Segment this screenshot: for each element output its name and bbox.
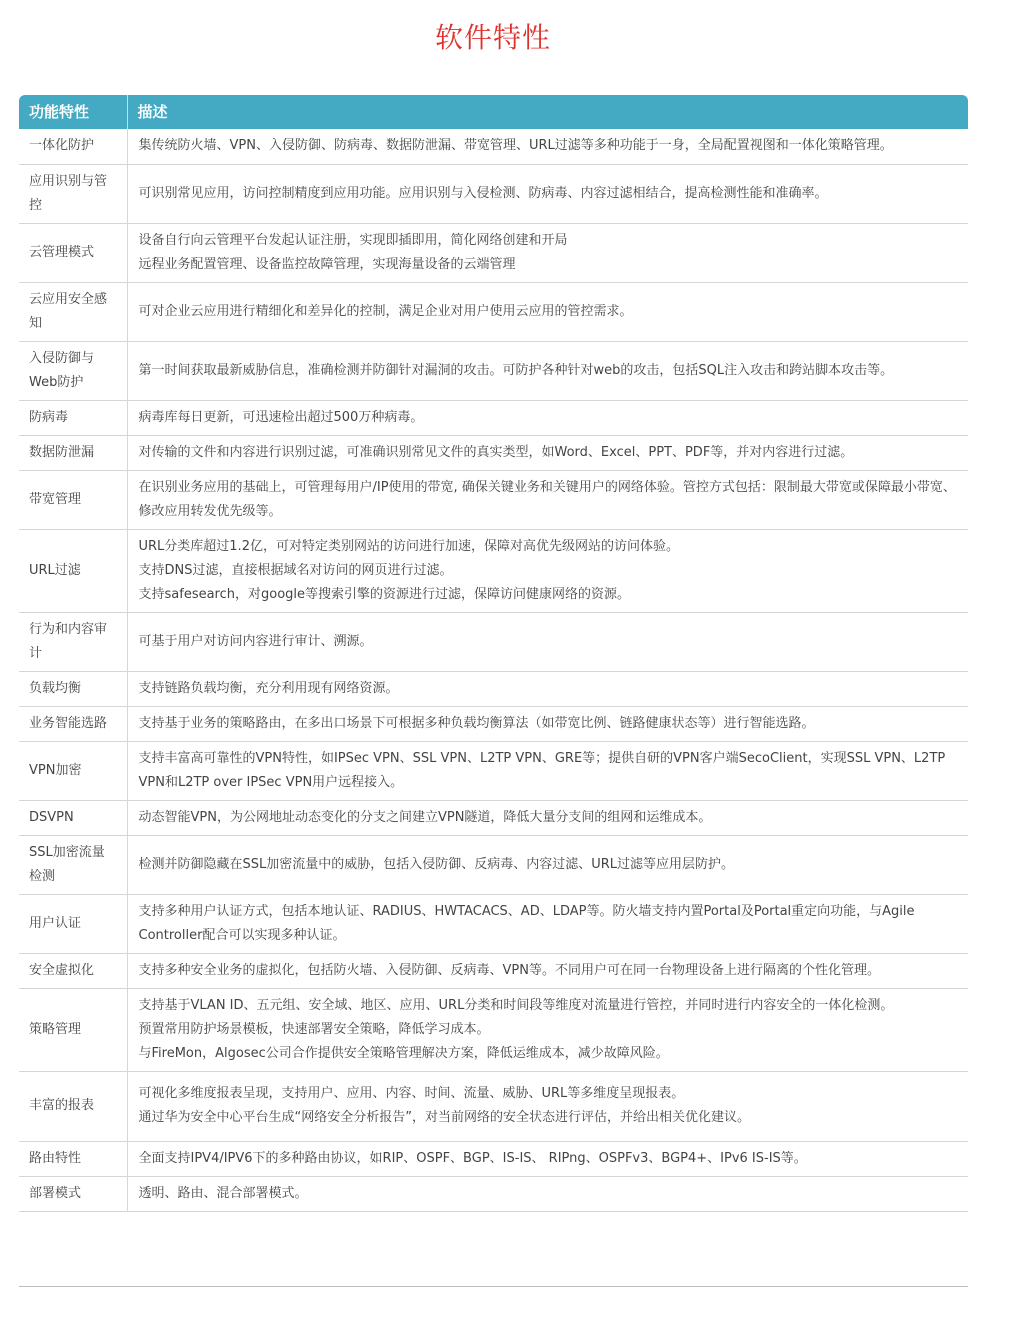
feature-description-cell: [127, 835, 968, 894]
description-line: 支持safesearch，对google等搜索引擎的资源进行过滤，保障访问健康网络的资源。: [138, 586, 631, 602]
description-line: 通过华为安全中心平台生成“网络安全分析报告”，对当前网络的安全状态进行评估，并给出相关优化建议。: [138, 1110, 750, 1125]
bottom-divider: [19, 1286, 968, 1287]
feature-name-cell: 安全虚拟化: [19, 953, 127, 988]
table-row: [19, 671, 968, 706]
feature-description-cell: [127, 470, 968, 529]
feature-name-cell: 业务智能选路: [19, 706, 127, 741]
feature-name-cell: 入侵防御与Web防护: [19, 341, 127, 400]
feature-description-cell: [127, 435, 968, 470]
header-description: 描述: [127, 95, 968, 129]
feature-description-cell: [127, 129, 968, 164]
feature-name-cell: DSVPN: [19, 800, 127, 835]
feature-name-cell: 策略管理: [19, 988, 127, 1071]
feature-name-cell: 部署模式: [19, 1176, 127, 1211]
feature-name-cell: 一体化防护: [19, 129, 127, 164]
table-row: [19, 800, 968, 835]
description-line: 支持多种安全业务的虚拟化，包括防火墙、入侵防御、反病毒、VPN等。不同用户可在同一台物理设备上进行隔离的个性化管理。: [138, 962, 880, 978]
description-line: 支持丰富高可靠性的VPN特性，如IPSec VPN、SSL VPN、L2TP VPN、GRE等；提供自研的VPN客户端SecoClient，实现SSL VPN、L2TP VPN和L2TP over IPSec VPN用户远程接入。: [138, 750, 946, 790]
feature-name-cell: 云应用安全感知: [19, 282, 127, 341]
description-line: 支持DNS过滤，直接根据域名对访问的网页进行过滤。: [138, 562, 453, 578]
table-row: [19, 612, 968, 671]
feature-name-cell: 带宽管理: [19, 470, 127, 529]
table-row: [19, 1141, 968, 1176]
description-line: 支持基于业务的策略路由，在多出口场景下可根据多种负载均衡算法（如带宽比例、链路健康状态等）进行智能选路。: [138, 715, 815, 731]
table-row: [19, 435, 968, 470]
feature-description-cell: [127, 706, 968, 741]
table-row: [19, 741, 968, 800]
feature-description-cell: [127, 988, 968, 1071]
feature-name-cell: VPN加密: [19, 741, 127, 800]
description-line: 对传输的文件和内容进行识别过滤，可准确识别常见文件的真实类型，如Word、Excel、PPT、PDF等，并对内容进行过滤。: [138, 444, 854, 460]
table-row: [19, 1176, 968, 1211]
description-line: 透明、路由、混合部署模式。: [138, 1185, 308, 1201]
feature-description-cell: [127, 400, 968, 435]
description-line: 集传统防火墙、VPN、入侵防御、防病毒、数据防泄漏、带宽管理、URL过滤等多种功能于一身，全局配置视图和一体化策略管理。: [138, 138, 893, 154]
header-feature: 功能特性: [19, 95, 127, 129]
table-row: [19, 341, 968, 400]
feature-description-cell: [127, 894, 968, 953]
description-line: 病毒库每日更新，可迅速检出超过500万种病毒。: [138, 409, 424, 425]
feature-name-cell: 丰富的报表: [19, 1071, 127, 1141]
description-line: 支持多种用户认证方式，包括本地认证、RADIUS、HWTACACS、AD、LDAP等。防火墙支持内置Portal及Portal重定向功能，与Agile Controller配合可以实现多种认证。: [138, 903, 915, 943]
feature-name-cell: 应用识别与管控: [19, 164, 127, 223]
description-line: 与FireMon，Algosec公司合作提供安全策略管理解决方案，降低运维成本，减少故障风险。: [138, 1045, 669, 1061]
table-row: [19, 835, 968, 894]
feature-description-cell: [127, 164, 968, 223]
description-line: 预置常用防护场景模板，快速部署安全策略，降低学习成本。: [138, 1021, 490, 1037]
description-line: 检测并防御隐藏在SSL加密流量中的威胁，包括入侵防御、反病毒、内容过滤、URL过滤等应用层防护。: [138, 856, 735, 872]
description-line: 远程业务配置管理、设备监控故障管理，实现海量设备的云端管理: [138, 256, 516, 272]
description-line: 在识别业务应用的基础上，可管理每用户/IP使用的带宽, 确保关键业务和关键用户的网络体验。管控方式包括：限制最大带宽或保障最小带宽、修改应用转发优先级等。: [138, 479, 956, 519]
feature-description-cell: [127, 223, 968, 282]
table-row: [19, 223, 968, 282]
feature-name-cell: 云管理模式: [19, 223, 127, 282]
feature-name-cell: 行为和内容审计: [19, 612, 127, 671]
description-line: 可对企业云应用进行精细化和差异化的控制，满足企业对用户使用云应用的管控需求。: [138, 303, 633, 319]
feature-name-cell: SSL加密流量检测: [19, 835, 127, 894]
feature-description-cell: [127, 1176, 968, 1211]
description-line: 可基于用户对访问内容进行审计、溯源。: [138, 633, 373, 649]
table-row: [19, 706, 968, 741]
table-row: [19, 1071, 968, 1141]
description-line: 动态智能VPN，为公网地址动态变化的分支之间建立VPN隧道，降低大量分支间的组网和运维成本。: [138, 809, 712, 825]
table-row: [19, 894, 968, 953]
feature-name-cell: 数据防泄漏: [19, 435, 127, 470]
table-row: [19, 529, 968, 612]
page-title: 软件特性: [434, 21, 551, 54]
description-line: 可识别常见应用，访问控制精度到应用功能。应用识别与入侵检测、防病毒、内容过滤相结合，提高检测性能和准确率。: [138, 185, 828, 201]
table-row: [19, 129, 968, 164]
feature-description-cell: [127, 741, 968, 800]
table-row: [19, 400, 968, 435]
feature-description-cell: [127, 341, 968, 400]
table-row: [19, 988, 968, 1071]
table-header-row: [19, 95, 968, 129]
feature-name-cell: 负载均衡: [19, 671, 127, 706]
description-line: 第一时间获取最新威胁信息，准确检测并防御针对漏洞的攻击。可防护各种针对web的攻击，包括SQL注入攻击和跨站脚本攻击等。: [138, 362, 894, 378]
feature-description-cell: [127, 953, 968, 988]
feature-name-cell: 用户认证: [19, 894, 127, 953]
feature-description-cell: [127, 1141, 968, 1176]
feature-description-cell: [127, 612, 968, 671]
feature-name-cell: 路由特性: [19, 1141, 127, 1176]
feature-description-cell: [127, 282, 968, 341]
table-row: [19, 470, 968, 529]
description-line: 支持基于VLAN ID、五元组、安全域、地区、应用、URL分类和时间段等维度对流量进行管控，并同时进行内容安全的一体化检测。: [138, 997, 894, 1013]
table-row: [19, 953, 968, 988]
feature-description-cell: [127, 529, 968, 612]
feature-name-cell: 防病毒: [19, 400, 127, 435]
table-row: [19, 282, 968, 341]
description-line: 全面支持IPV4/IPV6下的多种路由协议，如RIP、OSPF、BGP、IS-IS、 RIPng、OSPFv3、BGP4+、IPv6 IS-IS等。: [138, 1150, 807, 1166]
feature-table: [19, 95, 968, 1212]
description-line: 设备自行向云管理平台发起认证注册，实现即插即用，简化网络创建和开局: [138, 232, 568, 248]
table-row: [19, 164, 968, 223]
feature-description-cell: [127, 1071, 968, 1141]
feature-name-cell: URL过滤: [19, 529, 127, 612]
description-line: 支持链路负载均衡，充分利用现有网络资源。: [138, 680, 399, 696]
description-line: 可视化多维度报表呈现，支持用户、应用、内容、时间、流量、威胁、URL等多维度呈现报表。: [138, 1086, 685, 1101]
feature-description-cell: [127, 671, 968, 706]
description-line: URL分类库超过1.2亿，可对特定类别网站的访问进行加速，保障对高优先级网站的访问体验。: [138, 538, 679, 554]
feature-description-cell: [127, 800, 968, 835]
